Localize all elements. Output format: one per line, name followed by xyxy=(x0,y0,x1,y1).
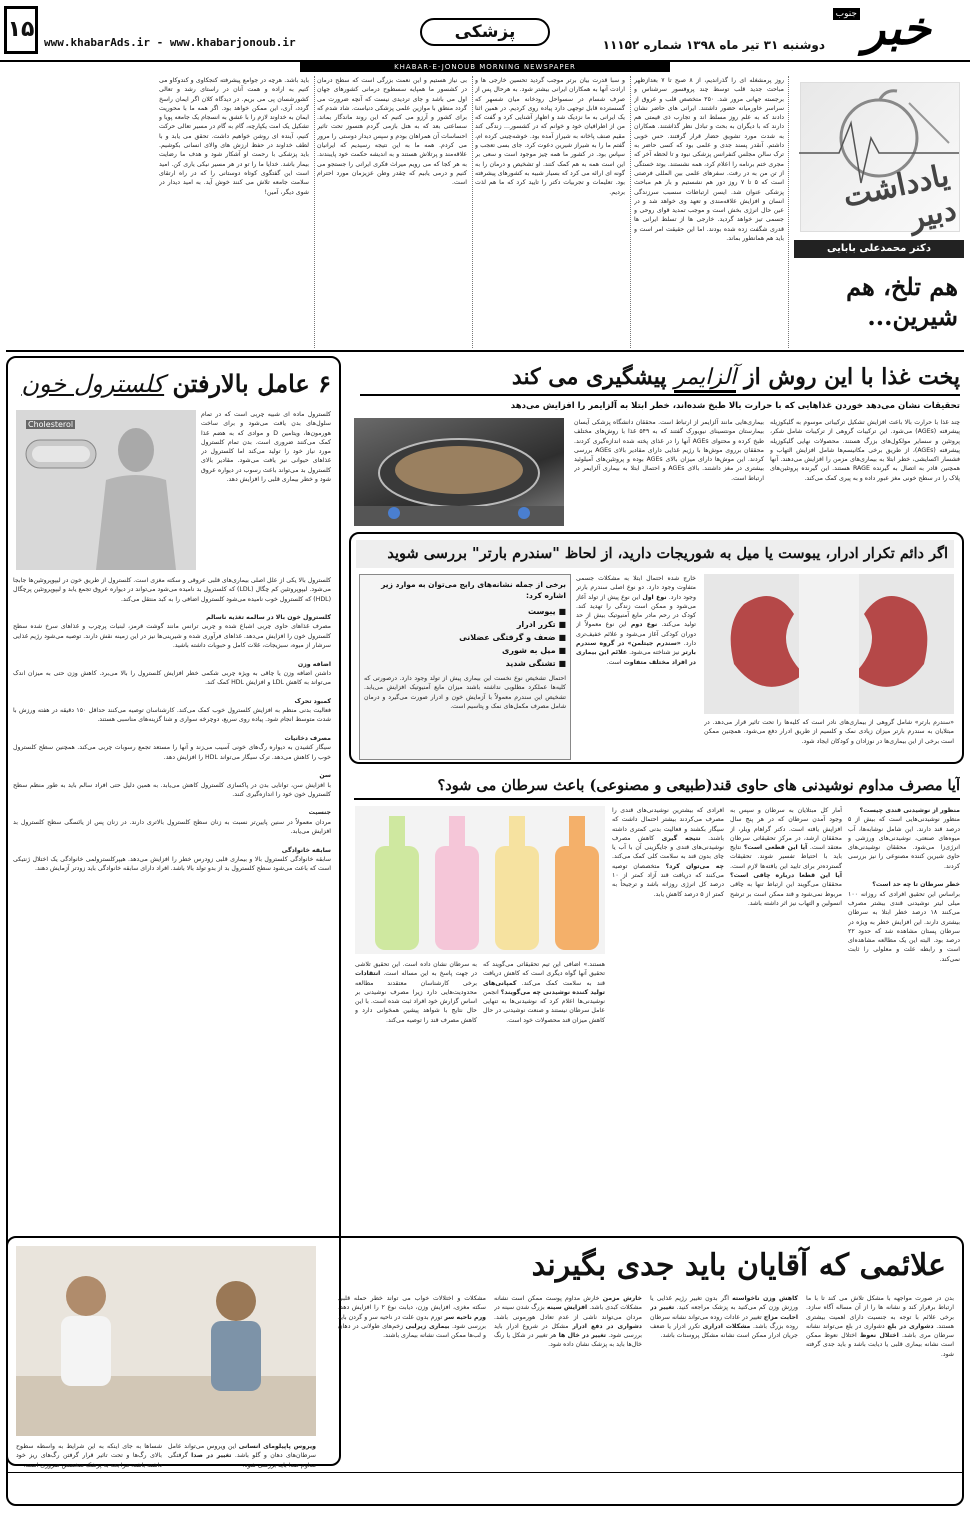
men-subhead-4: تغییر در احابت مزاج xyxy=(650,1304,798,1321)
chol-subhead-3: کمبود تحرک xyxy=(294,697,331,705)
section-label: پزشکی xyxy=(420,18,550,46)
ibs-subhead-4: علائم این بیماری در افراد مختلف متفاوت xyxy=(576,649,696,666)
sugar-subhead-2: خطر سرطان تا چه حد است؟ xyxy=(872,881,960,889)
headline-alzheimer-word: آلزایمر xyxy=(674,365,736,393)
symptom-item: ■ تشنگی شدید xyxy=(505,659,566,668)
headline-part-1: پخت غذا با این روش از xyxy=(743,364,960,390)
men-body-4: مشکلات و اختلالات خواب می تواند خطر حمله قلبی سکته مغزی، افزایش وزن، دیابت نوع ۲ را افزایش دهد. ورم ناحیه سر تورم بدون علت در ناحیه سر و گردن باید بررسی شود. بیماری زیرلبی زخم‌های طولانی در دهان و لب‌ها ممکن است نشانه بیماری باشند. xyxy=(338,1295,486,1340)
headline-factors: ۶ عامل بالارفتن xyxy=(172,369,331,398)
men-subhead-11: بیماری زیرلبی xyxy=(405,1322,450,1330)
men-subhead-3: کاهش وزن ناخواسته xyxy=(732,1295,798,1302)
sugar-body-1: منظور از نوشیدنی قندی چیست؟ منظور نوشیدنی‌هایی است که بیش از ۵ درصد قند دارند. این شامل نوشابه‌ها، آب میوه‌های صنعتی، نوشیدنی‌های ورزشی و انرژی‌زا می‌شود. محققان نوشیدنی‌های حاوی شیرین کننده مصنوعی را نیز بررسی کردند. خطر سرطان تا چه حد است؟ براساس این تحقیق افرادی که روزانه ۱۰۰ میلی لیتر نوشیدنی قندی بیشتر مصرف می‌کنند ۱۸ درصد خطر ابتلا به سرطان بیشتری دارند. این افزایش خطر به ویژه در سرطان پستان مشاهده شد که حدود ۲۲ درصد بود. البته این یک مطالعه مشاهده‌ای است و رابطه علت و معلولی را ثابت نمی‌کند. xyxy=(848,807,960,963)
soda-bottles-photo xyxy=(355,806,605,954)
headline-cholesterol: کلسترول خون xyxy=(21,370,165,398)
headline-part-2: پیشگیری می کند xyxy=(511,364,667,390)
newspaper-logo: خبر xyxy=(863,1,931,55)
men-body-1: بدن در صورت مواجهه با مشکل تلاش می کند تا با ما ارتباط برقرار کند و نشانه ها را از آن مساله آگاه سازد. برخی علائم با توجه به جنسیت دارای اهمیت بیشتری هستند. دشواری در بلع دشواری در بلع می‌تواند نشانه سرطان مری باشد. اختلال نعوظ اختلال نعوظ ممکن است نشانه بیماری قلبی یا دیابت باشد و باید جدی گرفته شود. xyxy=(806,1295,954,1358)
opinion-body-col-2: و سبا قدرت بیان برتر موجب گردید تحسین خارجی ها و ارادت آنها به همکاران ایرانی بیشتر شود. به هرحال پس از صرف شسام در سسواحل رودخانه میان شسهر که گسسترده قابل توجهی دارد پیاده روی کردیم. در همین اثنا یک ایرانی به ما نزدیک شد و اظهار آشنایی کرد و گفت که من از اطرافیان خود و خوانم که در کشسور... زندگی کند مقیم صنف پاخانه به شیراز آمده بود. خوشه‌چینی کرده ام، گفتم ما را به شیراز شیرین دعوت کرد. جای بسی تعجب و سپاس بود. در کشور ما همه چیز موجود است و سعی بر این است همه به هم کمک کنند. او تشخیص و درمان را به گونه ای ارائه می کرد که بسیار شبیه به کشورهای پیشرفته بود. تعلیمات و تجربیات دکتر را تایید کرد که ما هم لذت بردیم. xyxy=(475,77,625,196)
men-subhead-5: مشکلات ادراری xyxy=(702,1322,751,1330)
sugar-subhead-1: منظور از نوشیدنی قندی چیست؟ xyxy=(859,807,960,814)
sugar-body-3: افرادی که بیشترین نوشیدنی‌های قندی را مصرف می‌کردند بیشتر احتمال داشت که سیگار بکشند و فعالیت بدنی کمتری داشته باشند. نتیجه گیری کاهش مصرف نوشیدنی‌های قندی و جایگزینی آن با آب یا چای بدون قند به سلامت کلی کمک می‌کند. چه می‌توان کرد؟ متخصصان توصیه می‌کنند که دریافت قند آزاد کمتر از ۱۰ درصد کل انرژی روزانه باشد و ترجیحاً به کمتر از ۵ درصد کاهش یابد. xyxy=(612,807,724,898)
alzheimer-body-1: چند غذا با حرارت بالا باعث افزایش تشکیل ترکیباتی موسوم به گلیکوزیله پیشرفته (AGEs) می‌شود. این ترکیبات گروهی از ترکیبات شامل شکر، پروتئین و سسایر مولکول‌های بزرگ هستند. محصولات نهایی گلیکوزیله پیشرفته (AGEs)، از طریق برخی مکانیسم‌ها شامل افزایش التهاب و فشسار اکسایشی، خطر ابتلا به بیماری‌های مزمن را افزایش می‌دهند. آنها همچنین قادر به اتصال به گیرنده RAGE هستند. این گیرنده پروتئین‌های پلاک را در سطح خونی مغز عبور داده و به پیری کمک می‌کند. xyxy=(770,419,960,482)
artery-body-icon xyxy=(16,410,196,570)
opinion-author: دکتر محمدعلی بابایی xyxy=(794,240,964,258)
chol-subhead-4: مصرف دخانیات xyxy=(284,735,331,743)
bartter-article xyxy=(349,532,964,764)
men-subhead-10: ورم ناحیه سر xyxy=(444,1313,486,1321)
sugar-subhead-4: آیا این قطعا درباره چاقی است؟ xyxy=(730,872,842,880)
opinion-panel xyxy=(794,76,964,346)
alzheimer-headline xyxy=(360,360,960,396)
sugar-drinks-headline: آیا مصرف مداوم نوشیدنی های حاوی قند(طبیعی و مصنوعی) باعث سرطان می شود؟ xyxy=(354,772,960,800)
page-number: ۱۵ xyxy=(4,6,38,54)
kidney-photo xyxy=(704,574,954,714)
sugar-subhead-8: انتقادات xyxy=(355,970,381,978)
opinion-column-title: یادداشت دبیر xyxy=(840,158,960,237)
opinion-headline: هم تلخ، هم شیرین... xyxy=(846,272,958,331)
opinion-body-col-3: بی نیاز هستیم و این نعمت بزرگی است که سطح درمان در کشسور ما همپایه سسطوح درمانی کشورهای جهان اول می باشد و جای تردیدی نیست که آنچه ضرورت می گردد منطق با موازین علمی پزشکی دنیاست. شاد شدم که برای کشور و آرزو می کنیم که این روند ماندگار بماند. سساعتی بعد که به هتل بازمی گردم هتسوز تحت تاثیر احساسات آن همراهان بودم و سپس دیدار دوستی را مرور می کردم. همه ما به این نتیجه رسیدیم که ایرانیان علاقه‌مند و پرتلاش هستند و به اندیشه حکمت خود پایبندند. به هر کجا که می رویم میراث فکری ایرانی را جستجو می کنیم و درمی یابیم که چقدر وطن عزیزمان مورد احترام است. xyxy=(317,77,467,187)
sugar-subhead-5: نتیجه گیری xyxy=(661,834,701,842)
men-symptoms-article xyxy=(6,1236,964,1506)
men-subhead-12: ویروس پاپیلومای انسانی xyxy=(238,1443,316,1450)
ibs-subhead-2: نوع دوم xyxy=(630,621,658,629)
bartter-headline: اگر دائم تکرار ادرار، یبوست یا میل به شوریجات دارید، از لحاظ "سندرم بارتر" بررسی شوید xyxy=(356,540,954,568)
sugar-subhead-6: چه می‌توان کرد؟ xyxy=(665,862,724,870)
logo-subtitle: جنوب xyxy=(833,8,860,20)
frying-pan-icon xyxy=(354,418,564,526)
masthead xyxy=(0,0,970,62)
men-subhead-2: اختلال نعوظ xyxy=(859,1332,899,1340)
symptom-item: ■ میل به شوری xyxy=(502,646,566,655)
issue-date: دوشنبه ۳۱ تیر ماه ۱۳۹۸ شماره ۱۱۱۵۲ xyxy=(602,38,825,52)
sugar-body-4: هستند.» اضافی این تیم تحقیقاتی می‌گویند که تحقیق آنها گواه دیگری است که کاهش دریافت قند به سلامت کمک می‌کند. کمپانی‌های تولید کننده نوشیدنی چه می‌گویند؟ انجمن نوشیدنی‌ها اعلام کرد که نوشیدنی‌ها به تنهایی عامل سرطان نیستند و صنعت نوشیدنی در حال کاهش میزان قند محصولات خود است. xyxy=(483,961,605,1024)
pan-food-photo xyxy=(354,418,564,526)
cholesterol-headline xyxy=(13,364,331,404)
symptoms-box-text: احتمال تشخیص نوع نخست این بیماری پیش از تولد وجود دارد. درصورتی که کلیه‌ها عملکرد مطلوبی نداشته باشند میزان مایع آمنیوتیک افزایش می‌یابد. تشخیص این سندرم معمولاً با آزمایش خون و ادرار صورت می‌گیرد و درمان شامل مصرف مکمل‌های نمک و پتاسیم است. xyxy=(364,675,566,710)
cholesterol-intro: کلسترول ماده ای شبیه چربی است که در تمام سلول‌های بدن یافت می‌شود و برای ساخت هورمون‌ها، ویتامین D و موادی که به هضم غذا کمک می‌کنند ضروری است. بدن تمام کلسترول مورد نیاز خود را تولید می‌کند اما کلسترول در غذاهای حیوانی نیز یافت می‌شود. مقادیر بالای کلسترول بد می‌تواند باعث رسوب در دیواره عروق شود و خطر بیماری قلبی را افزایش دهد. xyxy=(201,411,331,484)
men-subhead-1: دشواری در بلع xyxy=(887,1322,934,1330)
ibs-subhead-1: نوع اول xyxy=(642,593,667,601)
doctor-consultation-icon xyxy=(16,1246,316,1436)
bartter-body-2: خارج شده احتمال ابتلا به مشکلات جسمی متفاوت وجود دارد. دو نوع اصلی سندرم بارتر وجود دارد. نوع اول این نوع پیش از تولد آغاز می‌شود و ممکن است زندگی را تهدید کند. کودک در رحم مادر مایع آمنیوتیک بیش از حد تولید می‌کند. نوع دوم این نوع معمولاً از دوران کودکی آغاز می‌شود و علائم خفیف‌تری دارد. «سندرم جیتلمن» در گروه سندرم بارتر نیز شناخته می‌شود. علائم این بیماری در افراد مختلف متفاوت است. xyxy=(576,575,696,666)
symptoms-title: برخی از جمله نشانه‌های رایج می‌توان به موارد زیر اشاره کرد: xyxy=(381,580,566,600)
men-subhead-6: خارش مزمن xyxy=(602,1295,642,1302)
website-urls[interactable]: www.khabarAds.ir - www.khabarjonoub.ir xyxy=(44,36,296,49)
cholesterol-body-image xyxy=(16,410,196,570)
sugar-body-2: آمار کل مبتلایان به سرطان و سپس به وجود آمدن سرطان که در هر پنج سال افزایش یافته است. دکتر گراهام ویلر، از محققان ارشد، در مرکز تحقیقاتی سرطان معتقد است. آیا این قطعی است؟ نتایج باید با احتیاط تفسیر شوند. تحقیقات گسترده‌تر برای تایید این یافته‌ها لازم است. آیا این قطعا درباره چاقی است؟ محققان می‌گویند این ارتباط تنها به چاقی مربوط نمی‌شود و قند ممکن است بر ترشح انسولین و التهاب نیز اثر داشته باشد. xyxy=(730,807,842,907)
alzheimer-subhead: تحقیقات نشان می‌دهد خوردن غذاهایی که با حرارت بالا طبخ شده‌اند، خطر ابتلا به آلزایمر را افزایش می‌دهد xyxy=(510,401,960,411)
opinion-body-col-4: باید باشد. هرچه در جوامع پیشرفته کنجکاوی و کندوکاو می کنیم به اراده و همت آنان در راستای رشد و تعالی کشورشسان پی می بریم. در دیدگاه کلان اگر ایمان راسخ گردد، آری، این ممکن خواهد بود. اگر همه ما با محوریت ایمان به خداوند لازم را با عشق به انسجام یک جامعه پویا و تشکیل یک امت یکپارچه، گام به گام در مسیر تعالی حرکت کنیم، آینده ای روشن خواهیم داشت. تحقق می یابد و با لطف خداوند در حفظ ارزش های والای انسانی بکوشیم. باید پزشکی با رحمت او آشکار شود و هدف ما رضایت بیمار باشد. خدایا ما را تو در هر مسیر نیکی یاری کن. امید است این گفتگوی کوتاه دوستانی را که در راه ارتقای سلامت جامعه تلاش می کنند خوش آید. به امید دیدار در شوی دیگر، آمین! xyxy=(159,77,309,196)
sugar-drinks-article xyxy=(349,770,964,1232)
chol-subhead-6: جنسیت xyxy=(308,809,331,817)
cholesterol-image-label: Cholesterol xyxy=(28,420,74,429)
sugar-subhead-3: آیا این قطعی است؟ xyxy=(743,844,808,852)
symptom-item: ■ ضعف و گرفتگی عضلانی xyxy=(459,633,566,642)
bartter-symptoms-box xyxy=(359,574,571,760)
chol-subhead-5: سن xyxy=(319,772,331,780)
symptom-item: ■ تکرر ادرار xyxy=(516,620,566,629)
cholesterol-body: کلسترول بالا یکی از علل اصلی بیماری‌های قلبی عروقی و سکته مغزی است. کلسترول از طریق خون در لیپوپروتئین‌ها جابجا می‌شود. لیپوپروتئین کم چگال (LDL) که کلسترول بد نامیده می‌شود می‌تواند در دیواره عروق تجمع یابد و لیپوپروتئین پرچگال (HDL) که کلسترول خوب نامیده می‌شود کلسترول اضافی را به کبد منتقل می‌کند. کلسترول خون بالا در سالمه تغذیه ناسالم مصرف غذاهای حاوی چربی اشباع شده و چربی ترانس مانند گوشت قرمز، لبنیات پرچرب و غذاهای سرخ شده سطح کلسترول خون را افزایش می‌دهد. غذاهای فرآوری شده و شیرینی‌ها نیز در این زمینه نقش دارند. توصیه می‌شود رژیم غذایی سرشار از میوه، سبزیجات، غلات کامل و حبوبات داشته باشید. اضافه وزن داشتن اضافه وزن یا چاقی به ویژه چربی شکمی خطر افزایش کلسترول را بالا می‌برد. کاهش وزن حتی به میزان اندک می‌تواند به کاهش LDL و افزایش HDL کمک کند. کمبود تحرک فعالیت بدنی منظم به افزایش کلسترول خوب کمک می‌کند. کارشناسان توصیه می‌کنند حداقل ۱۵۰ دقیقه در هفته ورزش با شدت متوسط انجام شود. پیاده روی سریع، دوچرخه سواری و شنا گزینه‌های مناسبی هستند. مصرف دخانیات سیگار کشیدن به دیواره رگ‌های خونی آسیب می‌زند و آنها را مستعد تجمع رسوبات چربی می‌کند. همچنین سطح کلسترول خوب را کاهش می‌دهد. ترک سیگار می‌تواند HDL را افزایش دهد. سن با افزایش سن، توانایی بدن در پاکسازی کلسترول کاهش می‌یابد. به همین دلیل حتی افراد سالم باید به طور منظم سطح کلسترول خون خود را اندازه‌گیری کنند. جنسیت مردان معمولاً در سنین پایین‌تر نسبت به زنان سطح کلسترول بالاتری دارند. در زنان پس از یائسگی سطح کلسترول بد افزایش می‌یابد. سابقه خانوادگی سابقه خانوادگی کلسترول بالا و بیماری قلبی زودرس خطر را افزایش می‌دهد. هیپرکلسترولمی خانوادگی یک اختلال ژنتیکی است که باعث می‌شود سطح کلسترول بد از بدو تولد بالا باشد. افراد دارای سابقه خانوادگی باید زودتر آزمایش دهند. xyxy=(13,577,331,873)
men-subhead-13: تغییر در صدا xyxy=(191,1452,232,1460)
chol-subhead-1: کلسترول خون بالا در سالمه تغذیه ناسالم xyxy=(206,614,331,622)
chol-subhead-2: اضافه وزن xyxy=(297,660,331,668)
ibs-subhead-3: «سندرم جیتلمن» در گروه سندرم بارتر xyxy=(576,640,696,657)
kidney-icon xyxy=(704,574,954,714)
chol-subhead-7: سابقه خانوادگی xyxy=(281,846,331,854)
symptom-item: ■ یبوست xyxy=(528,607,566,616)
masthead-strip: KHABAR-E-JONOUB MORNING NEWSPAPER xyxy=(300,62,670,72)
sugar-body-5: به سرطان نشان داده است. این تحقیق تلاشی در جهت پاسخ به این مساله است. انتقادات برخی کارشناسان معتقدند مطالعه محدودیت‌هایی دارد زیرا مصرف نوشیدنی بر اساس گزارش خود افراد ثبت شده است. با این حال نتایج با شواهد پیشین همخوانی دارد و کاهش مصرف قند را توصیه می‌کند. xyxy=(355,961,477,1024)
men-symptoms-headline: علائمی که آقایان باید جدی بگیرند xyxy=(531,1248,946,1283)
men-subhead-8: دشواری در دفع ادرار xyxy=(572,1322,642,1330)
men-body-5: ویروس پاپیلومای انسانی این ویروس می‌تواند عامل سرطان‌های دهان و گلو باشد. تغییر در صدا گرفتگی مداوم صدا باید بررسی شود. xyxy=(168,1443,316,1469)
men-body-6: شساها به جای اینکه به این شرایط به واسطه سطوح بالای رگ‌ها و تحت تاثیر قرار گرفتن رگ‌های ریز خود داشته باشد، مراجعه به پزشک متخصص ضروری است. xyxy=(16,1443,162,1469)
men-body-2: کاهش وزن ناخواسته اگر بدون تغییر رژیم غذایی یا ورزش وزن کم می‌کنید به پزشک مراجعه کنید. تغییر در احابت مزاج تغییر در عادات روده می‌تواند نشانه سرطان روده بزرگ باشد. مشکلات ادراری تکرر ادرار یا ضعف جریان ادرار ممکن است نشانه مشکل پروستات باشد. xyxy=(650,1295,798,1340)
opinion-body-col-1: روز پرمشغله ای را گذراندیم، از ۸ صبح تا ۷ بعدازظهر مباحث جدید قلب توسط چند پروفسور سرشناس و برجسته جهانی مرور شد. ۲۵۰ متخصص قلب و عروق از سراسر خاورمیانه حضور داشتند. ایرانی های حاضر نشان دادند که به علم روز مسلط اند و تجارب ذی قیمتی هم دارند که با دیگران به بحث و تبادل نظر گذاشتند. همکاران به شدت مورد تشویق حضار قرار گرفتند. حس خوبی داشتم. آنقدر پسند جدی و علمی بود که کسی حاضر به ترک سالن مجلس کنفرانس پزشکی نبود و تا لحظه آخر که مجری ختم برنامه را اعلام کرد، همه نشستند. بوتد خستگی از تن من به در رفت. سفرهای علمی بین المللی فرصتی است که ۵ تا ۷ روز دور هم نشستیم و بار هم مباحث پزشکی عنوان شد. ایسن ارتباطات سسبب سرزندگی انسان و افزایش علاقه‌مندی و تعهد وی خواهد شد و در عین حال انرژی بخش است و موجب تمدید قوای روحی و جسمی تیز خواهد گردید. خارجی ها از تسلط ایرانی ها قدری شگفت زده شده بودند. اما این حقیقت امر است و باید هم همانطور بماند. xyxy=(634,77,784,243)
men-subhead-9: تغییر در خال ها xyxy=(558,1332,607,1340)
doctor-patient-photo xyxy=(16,1246,316,1436)
alzheimer-body-2: بیماری‌هایی مانند آلزایمر از ارتباط است. محققان دانشگاه پزشکی آیسان بیمارستان مونتسینای نیویورک گفتند که به ۵۴۹ غذا با روش‌های مختلف طبخ کرده و محتوای AGEs آنها را در غذای پخته شده اندازه‌گیری کردند. محققان برروی موش‌ها با رژیم غذایی دارای مقادیر بالای AGEs بررسی کردند. این موش‌ها دارای میزان بالای AGEs بوده و پروتئین‌های آمیلوئید بیشتری در مغز داشتند. بالای AGEs و احتمال ابتلا به بیماری آلزایمر در ارتباط است. xyxy=(574,419,764,482)
bottles-icon xyxy=(355,806,605,954)
men-subhead-7: افزایش سینه xyxy=(546,1304,588,1312)
alzheimer-article xyxy=(349,356,964,528)
men-body-3: خارش مزمن خارش مداوم پوست ممکن است نشانه مشکلات کبدی باشد. افزایش سینه بزرگ شدن سینه در مردان می‌تواند ناشی از عدم تعادل هورمونی باشد. دشواری در دفع ادرار مشکل در شروع ادرار باید بررسی شود. تغییر در خال ها هر تغییر در شکل یا رنگ خال‌ها باید به پزشک نشان داده شود. xyxy=(494,1295,642,1349)
sugar-subhead-7: کمپانی‌های تولید کننده نوشیدنی چه می‌گویند؟ xyxy=(483,979,605,996)
bartter-body-1: «سندرم بارتر» شامل گروهی از بیماری‌های نادر است که کلیه‌ها را تحت تاثیر قرار می‌دهد. در مبتلایان به سندرم بارتر میزان زیادی نمک و کلسیم از طریق ادرار دفع می‌شود. همچنین ممکن است برخی از این بیماری‌ها در نوزادان و کودکان ایجاد شود. xyxy=(704,719,954,745)
